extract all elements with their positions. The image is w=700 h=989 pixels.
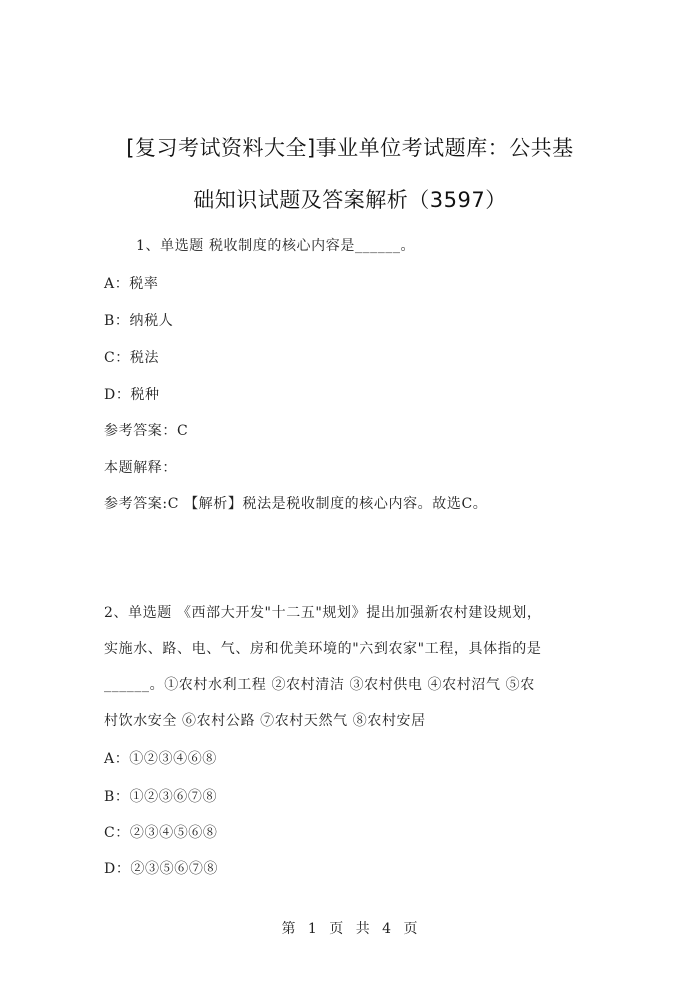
footer-total-label: 共 <box>355 921 371 937</box>
question-1-option-b: B：纳税人 <box>104 313 174 329</box>
question-1-answer: 参考答案：C <box>104 423 189 439</box>
question-1-explain-label: 本题解释： <box>104 460 177 476</box>
question-2-option-c: C：②③④⑤⑥⑧ <box>104 825 218 841</box>
question-2-option-d: D：②③⑤⑥⑦⑧ <box>104 861 219 877</box>
question-2-stem-line-2: 实施水、路、电、气、房和优美环境的"六到农家"工程，具体指的是 <box>104 641 542 657</box>
question-1-option-d: D：税种 <box>104 387 160 403</box>
page-footer <box>0 918 700 938</box>
question-1-explanation: 参考答案:C 【解析】税法是税收制度的核心内容。故选C。 <box>104 496 488 512</box>
question-2-stem-line-4: 村饮水安全 ⑥农村公路 ⑦农村天然气 ⑧农村安居 <box>104 713 426 729</box>
question-1-option-a: A：税率 <box>104 276 159 292</box>
question-1-stem: 1、单选题 税收制度的核心内容是______。 <box>136 238 416 254</box>
footer-page-unit: 页 <box>329 921 345 937</box>
question-2-option-a: A：①②③④⑥⑧ <box>104 751 217 767</box>
footer-page-number: 1 <box>307 921 318 937</box>
document-title-line2: 础知识试题及答案解析（3597） <box>193 188 507 212</box>
footer-total-number: 4 <box>382 921 393 937</box>
question-1-option-c: C：税法 <box>104 350 160 366</box>
question-2-stem-line-1: 2、单选题 《西部大开发"十二五"规划》提出加强新农村建设规划， <box>104 605 542 621</box>
document-title-line1: [复习考试资料大全]事业单位考试题库：公共基 <box>126 136 574 160</box>
question-2-stem-line-3: ______。①农村水利工程 ②农村清洁 ③农村供电 ④农村沼气 ⑤农 <box>104 677 535 693</box>
question-2-option-b: B：①②③⑥⑦⑧ <box>104 789 218 805</box>
footer-page-label: 第 <box>281 921 297 937</box>
footer-total-unit: 页 <box>403 921 419 937</box>
